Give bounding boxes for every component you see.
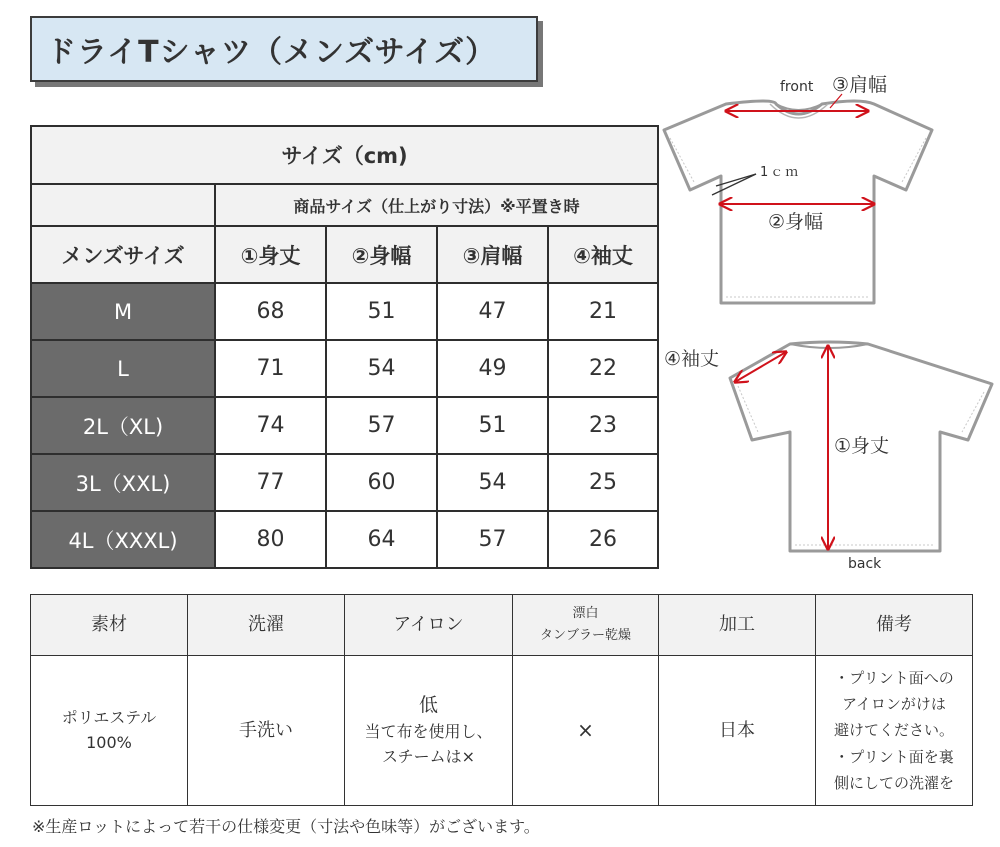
remarks-line: 避けてください。 xyxy=(833,721,954,740)
table-cell: 25 xyxy=(548,454,658,511)
remarks-line: ・プリント面を裏 xyxy=(834,747,954,766)
body-width-label: ②身幅 xyxy=(768,211,824,233)
column-header: ②身幅 xyxy=(326,226,437,283)
body-length-label: ①身丈 xyxy=(834,435,890,457)
front-shirt-outline xyxy=(664,101,932,303)
processing-header: 加工 xyxy=(659,595,816,656)
iron-header: アイロン xyxy=(345,595,513,656)
processing-value: 日本 xyxy=(659,656,816,806)
material-value xyxy=(31,656,188,806)
remarks-line: ・プリント面への xyxy=(834,668,954,687)
remarks-value xyxy=(816,656,973,806)
wash-header: 洗濯 xyxy=(188,595,345,656)
table-cell: 51 xyxy=(326,283,437,340)
material-value-line: ポリエステル xyxy=(61,707,157,727)
table-cell: 57 xyxy=(326,397,437,454)
table-cell: 80 xyxy=(215,511,326,568)
iron-value xyxy=(345,656,513,806)
material-value-line: 100% xyxy=(86,732,132,752)
iron-value-line: スチームは× xyxy=(381,747,476,767)
table-cell: 54 xyxy=(437,454,548,511)
wash-value: 手洗い xyxy=(188,656,345,806)
size-name: 3L（XXL) xyxy=(31,454,215,511)
shoulder-width-label: ③肩幅 xyxy=(832,74,888,96)
table-cell: 71 xyxy=(215,340,326,397)
material-header: 素材 xyxy=(31,595,188,656)
sleeve-length-label: ④袖丈 xyxy=(664,348,720,370)
table-cell: 23 xyxy=(548,397,658,454)
back-label: back xyxy=(848,556,882,572)
column-header: ③肩幅 xyxy=(437,226,548,283)
table-cell: 77 xyxy=(215,454,326,511)
bleach-header-line: 漂白 xyxy=(572,605,599,621)
remarks-header: 備考 xyxy=(816,595,973,656)
size-name: 2L（XL) xyxy=(31,397,215,454)
remarks-line: 側にしての洗濯を xyxy=(833,773,954,792)
table-cell: 22 xyxy=(548,340,658,397)
table-cell: 60 xyxy=(326,454,437,511)
table-cell: 49 xyxy=(437,340,548,397)
table-cell: 68 xyxy=(215,283,326,340)
size-name: M xyxy=(31,283,215,340)
row-header: メンズサイズ xyxy=(31,226,215,283)
front-label: front xyxy=(780,79,814,95)
bleach-value: × xyxy=(513,656,659,806)
remarks-line: アイロンがけは xyxy=(842,695,946,714)
column-header: ①身丈 xyxy=(215,226,326,283)
size-name: L xyxy=(31,340,215,397)
tumble-dry-header-line: タンブラー乾燥 xyxy=(539,628,631,643)
size-table-subcaption: 商品サイズ（仕上がり寸法）※平置き時 xyxy=(215,184,658,226)
table-cell: 64 xyxy=(326,511,437,568)
bleach-header xyxy=(513,595,659,656)
page-title: ドライTシャツ（メンズサイズ） xyxy=(30,16,538,82)
table-cell: 74 xyxy=(215,397,326,454)
table-cell: 54 xyxy=(326,340,437,397)
iron-value-line: 当て布を使用し、 xyxy=(364,722,493,742)
table-cell: 21 xyxy=(548,283,658,340)
column-header: ④袖丈 xyxy=(548,226,658,283)
table-cell: 26 xyxy=(548,511,658,568)
one-cm-label: 1ｃｍ xyxy=(760,165,801,180)
footnote: ※生産ロットによって若干の仕様変更（寸法や色味等）がございます。 xyxy=(32,817,540,836)
care-info-table xyxy=(30,594,973,806)
size-table-caption: サイズ（cm) xyxy=(31,126,658,184)
iron-value-line: 低 xyxy=(418,693,438,716)
table-cell: 57 xyxy=(437,511,548,568)
table-cell: 47 xyxy=(437,283,548,340)
size-name: 4L（XXXL) xyxy=(31,511,215,568)
table-cell: 51 xyxy=(437,397,548,454)
